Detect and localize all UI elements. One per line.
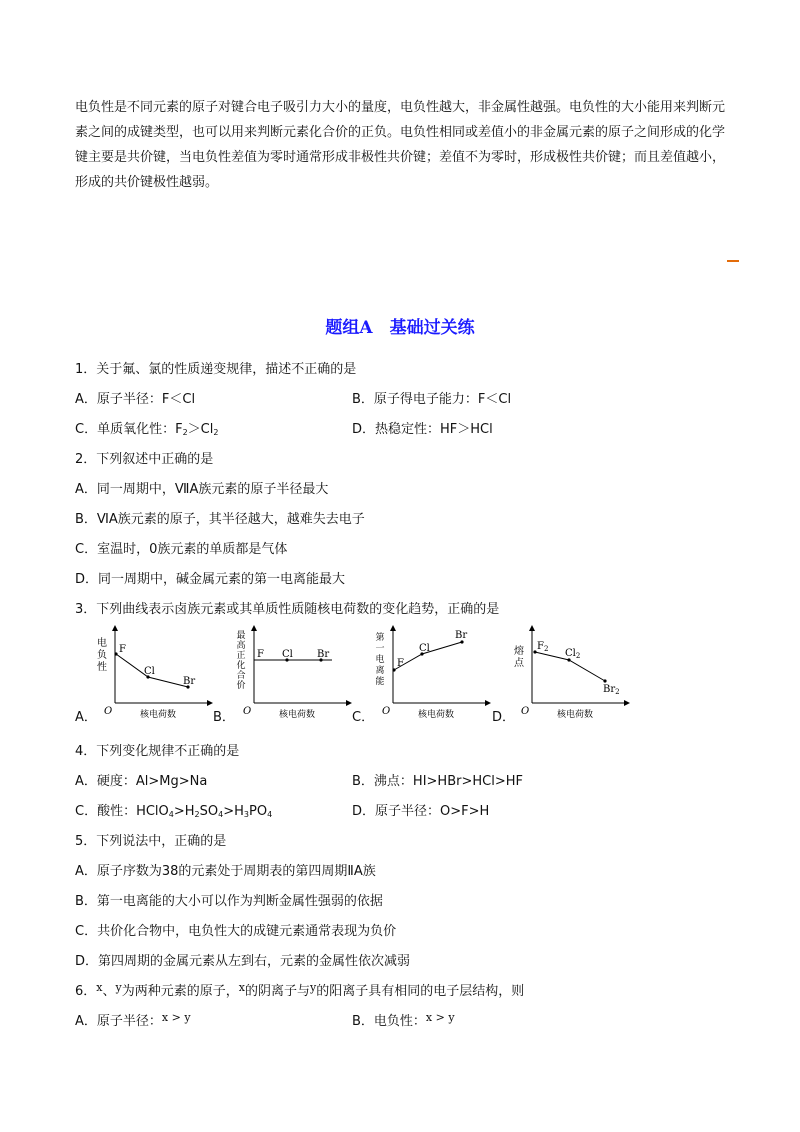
graph-b-label-cl: Cl [282,649,293,660]
graph-a-ylabel-2: 性 [97,662,107,673]
graph-b-ylabel-3: 化 [236,661,246,671]
section-title: 题组A 基础过关练 [325,318,475,338]
graph-a-label-cl: Cl [144,666,155,677]
q5-option-d[interactable]: D．第四周期的金属元素从左到右，元素的金属性依次减弱 [75,954,411,969]
graph-d-label-br2: $Br_2$ [603,684,620,696]
graph-c-origin: O [382,706,391,717]
graph-d-xlabel: 核电荷数 [557,710,594,720]
q2-stem: 2．下列叙述中正确的是 [75,452,214,467]
graph-b-ylabel-4: 合 [236,671,246,681]
q2-option-d[interactable]: D．同一周期中，碱金属元素的第一电离能最大 [75,572,346,587]
q2-option-b[interactable]: B．ⅥA族元素的原子，其半径越大，越难失去电子 [75,512,365,527]
graph-a [88,618,218,723]
graph-b [227,618,357,723]
graph-d-origin: O [521,706,530,717]
q3-option-c[interactable]: C． [352,710,375,725]
q1-option-d[interactable]: D．热稳定性：HF＞HCl [352,422,493,437]
q1-option-c[interactable]: C．单质氧化性：$F_2>Cl_2$ [75,422,219,437]
graph-d [505,618,635,723]
graph-a-ylabel-1: 负 [97,650,107,661]
graph-c [366,618,496,723]
graph-b-ylabel-2: 正 [236,651,246,661]
graph-d-ylabel-0: 熔 [514,646,524,657]
q4-option-b[interactable]: B．沸点：HI>HBr>HCl>HF [352,774,523,789]
graph-b-label-f: F [257,649,264,660]
graph-c-ylabel-4: 能 [375,677,385,687]
graph-b-ylabel-0: 最 [236,631,246,641]
q5-option-a[interactable]: A．原子序数为38的元素处于周期表的第四周期ⅡA族 [75,864,376,879]
graph-a-ylabel-0: 电 [97,638,107,649]
graph-b-ylabel-5: 价 [236,681,246,691]
q1-option-a[interactable]: A．原子半径：F＜Cl [75,392,196,407]
q4-option-a[interactable]: A．硬度：Al>Mg>Na [75,774,208,789]
intro-paragraph: 电负性是不同元素的原子对键合电子吸引力大小的量度，电负性越大，非金属性越强。电负性的大小能用来判断元素之间的成键类型，也可以用来判断元素化合价的正负。电负性相同或差值小的非金属元素的原子之间形成的化学键主要是共价键，当电负性差值为零时通常形成非极性共价键；差值不为零时，形成极性共价键；而且差值越小，形成的共价键极性越弱。 [75,100,726,190]
q6-option-b[interactable]: B．电负性：$^{x > y}$ [352,1011,455,1029]
q3-option-a[interactable]: A． [75,710,97,725]
graph-d-label-cl2: $Cl_2$ [565,648,581,660]
graph-a-point-f [114,652,117,655]
graph-d-ylabel-1: 点 [514,658,524,669]
graph-c-ylabel-0: 第 [375,633,385,643]
graph-c-label-f: F [397,658,404,669]
graph-d-label-f2: $F_2$ [537,641,549,653]
q4-option-d[interactable]: D．原子半径：O>F>H [352,804,490,819]
q6-option-a[interactable]: A．原子半径：$^{x > y}$ [75,1011,191,1029]
graph-a-label-br: Br [183,676,196,687]
graph-a-origin: O [104,706,113,717]
q5-option-c[interactable]: C．共价化合物中，电负性大的成键元素通常表现为负价 [75,924,397,939]
graph-a-xlabel: 核电荷数 [140,710,177,720]
q5-option-b[interactable]: B．第一电离能的大小可以作为判断金属性强弱的依据 [75,894,383,909]
q3-option-b[interactable]: B． [213,710,235,725]
graph-c-point-f [392,668,395,671]
graph-b-origin: O [243,706,252,717]
q4-option-c[interactable]: C．酸性：$HClO_4>H_2SO_4>H_3PO_4$ [75,804,273,819]
q1-option-b[interactable]: B．原子得电子能力：F＜Cl [352,392,512,407]
graph-b-label-br: Br [317,649,330,660]
accent-dash [727,260,739,262]
graph-b-xlabel: 核电荷数 [279,710,316,720]
q1-stem: 1．关于氟、氯的性质递变规律，描述不正确的是 [75,362,357,377]
q5-stem: 5．下列说法中，正确的是 [75,834,227,849]
graph-d-point-br2 [603,679,606,682]
graph-c-label-br: Br [455,630,468,641]
graph-c-ylabel-3: 离 [375,666,385,676]
q2-option-c[interactable]: C．室温时，0族元素的单质都是气体 [75,542,288,557]
graph-c-ylabel-1: 一 [375,644,385,654]
q4-stem: 4．下列变化规律不正确的是 [75,744,240,759]
graph-a-label-f: F [119,644,126,655]
graph-c-ylabel-2: 电 [375,655,385,665]
graph-b-ylabel-1: 高 [236,641,246,651]
graph-c-xlabel: 核电荷数 [418,710,455,720]
q6-stem: 6．$^x$、$^y$为两种元素的原子，$^x$的阴离子与$^y$的阳离子具有相同的电子层结构，则 [75,981,525,999]
q3-stem: 3．下列曲线表示卤族元素或其单质性质随核电荷数的变化趋势，正确的是 [75,602,500,617]
q2-option-a[interactable]: A．同一周期中，ⅦA族元素的原子半径最大 [75,482,329,497]
graph-c-label-cl: Cl [419,643,430,654]
q3-option-d[interactable]: D． [492,710,516,725]
